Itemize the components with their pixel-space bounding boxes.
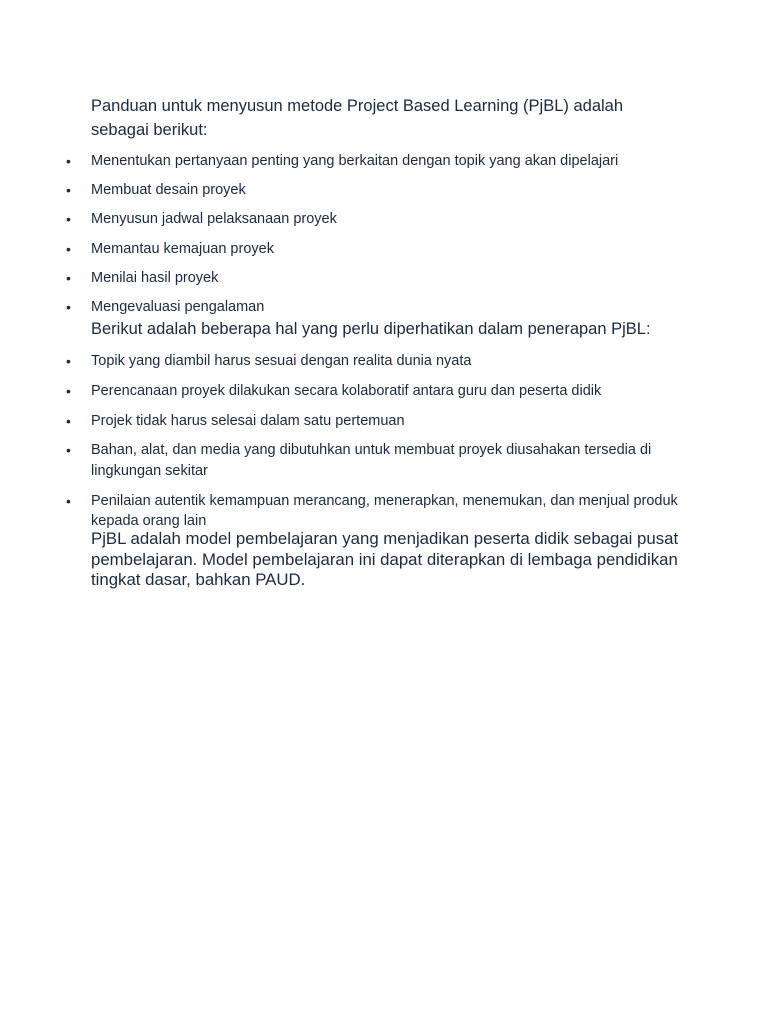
list-item-text: Projek tidak harus selesai dalam satu pertemuan xyxy=(91,412,405,429)
list-item xyxy=(0,381,700,402)
considerations-list xyxy=(0,351,700,541)
bullet-icon: • xyxy=(66,153,71,169)
list-item-text: Penilaian autentik kemampuan merancang, menerapkan, menemukan, dan menjual produk kepada orang lain xyxy=(91,492,678,530)
list-item-text: Menyusun jadwal pelaksanaan proyek xyxy=(91,211,337,228)
list-item-text: Mengevaluasi pengalaman xyxy=(91,298,265,315)
list-item-text: Menentukan pertanyaan penting yang berkaitan dengan topik yang akan dipelajari xyxy=(91,153,619,169)
bullet-icon: • xyxy=(66,269,71,286)
list-item-text: Menilai hasil proyek xyxy=(91,269,219,286)
bullet-icon: • xyxy=(66,492,71,509)
list-item xyxy=(0,411,700,432)
list-item xyxy=(0,351,700,372)
list-item xyxy=(0,180,700,201)
list-item-text: Memantau kemajuan proyek xyxy=(91,240,274,257)
list-item xyxy=(0,209,700,230)
guideline-steps-list xyxy=(0,151,700,326)
list-item xyxy=(0,297,700,318)
bullet-icon: • xyxy=(66,382,71,399)
list-item xyxy=(0,268,700,289)
list-item xyxy=(0,491,700,532)
list-item xyxy=(0,239,700,260)
bullet-icon: • xyxy=(66,182,71,199)
bullet-icon: • xyxy=(66,353,71,369)
bullet-icon: • xyxy=(66,412,71,429)
list-item xyxy=(0,151,700,172)
intro-considerations-paragraph: Berikut adalah beberapa hal yang perlu diperhatikan dalam penerapan PjBL: xyxy=(91,320,651,338)
closing-paragraph: PjBL adalah model pembelajaran yang menjadikan peserta didik sebagai pusat pembelajaran. Model pembelajaran ini dapat diterapkan di lembaga pendidikan tingkat dasar, bahkan PAUD. xyxy=(91,529,679,589)
intro-guidelines-paragraph: Panduan untuk menyusun metode Project Based Learning (PjBL) adalah sebagai berikut: xyxy=(91,97,624,139)
list-item-text: Membuat desain proyek xyxy=(91,182,246,199)
bullet-icon: • xyxy=(66,240,71,257)
list-item-text: Perencanaan proyek dilakukan secara kolaboratif antara guru dan peserta didik xyxy=(91,382,602,399)
bullet-icon: • xyxy=(66,442,71,459)
bullet-icon: • xyxy=(66,298,71,315)
list-item-text: Topik yang diambil harus sesuai dengan realita dunia nyata xyxy=(91,353,472,369)
list-item-text: Bahan, alat, dan media yang dibutuhkan untuk membuat proyek diusahakan tersedia di lingkungan sekitar xyxy=(91,442,652,479)
list-item xyxy=(0,440,700,481)
bullet-icon: • xyxy=(66,211,71,228)
